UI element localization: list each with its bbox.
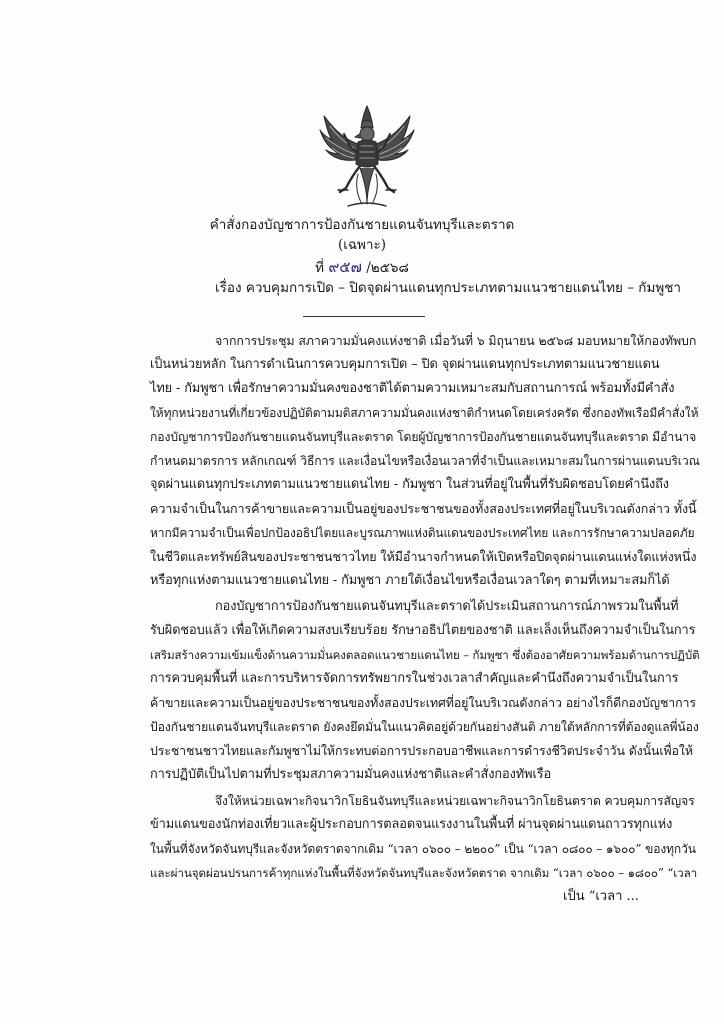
body-line: หากมีความจำเป็นเพื่อปกป้องอธิปไตยและบูรณภาพแห่งดินแดนของประเทศไทย และการรักษาความปลอดภัย [150, 526, 695, 540]
document-title: คำสั่งกองบัญชาการป้องกันชายแดนจันทบุรีและตราด [209, 217, 515, 233]
body-line: การควบคุมพื้นที่ และการบริหารจัดการทรัพยากรในช่วงเวลาสำคัญและคำนึงถึงความจำเป็นในการ [150, 671, 679, 686]
order-number-suffix: /๒๕๖๘ [366, 260, 409, 276]
body-line: ประชาชนชาวไทยและกัมพูชาไม่ให้กระทบต่อการประกอบอาชีพและการดำรงชีวิตประจำวัน ดังนั้นเพื่อให้ [150, 743, 693, 758]
body-line: กองบัญชาการป้องกันชายแดนจันทบุรีและตราดได้ประเมินสถานการณ์ภาพรวมในพื้นที่ [215, 599, 679, 614]
header-divider [303, 316, 425, 317]
order-number-handwritten: ๙๕๗ [328, 258, 362, 276]
body-line: เสริมสร้างความเข้มแข็งด้านความมั่นคงตลอดแนวชายแดนไทย – กัมพูชา ซึ่งต้องอาศัยความพร้อมด้านการปฏิบัติ [150, 648, 700, 662]
classification-label: (เฉพาะ) [337, 237, 387, 253]
body-line: ไทย - กัมพูชา เพื่อรักษาความมั่นคงของชาติได้ตามความเหมาะสมกับสถานการณ์ พร้อมทั้งมีคำสั่ง [150, 381, 675, 396]
body-line: ความจำเป็นในการค้าขายและความเป็นอยู่ของประชาชนของทั้งสองประเทศที่อยู่ในบริเวณดังกล่าว ทั้งนี้ [150, 501, 697, 516]
body-line: รับผิดชอบแล้ว เพื่อให้เกิดความสงบเรียบร้อย รักษาอธิปไตยของชาติ และเล็งเห็นถึงความจำเป็นในการ [150, 623, 696, 638]
body-line: กำหนดมาตรการ หลักเกณฑ์ วิธีการ และเงื่อนไขหรือเงื่อนเวลาที่จำเป็นและเหมาะสมในการผ่านแดนบริเวณ [150, 454, 700, 468]
body-line: และผ่านจุดผ่อนปรนการค้าทุกแห่งในพื้นที่จังหวัดจันทบุรีและจังหวัดตราด จากเดิม “เวลา ๐๖๐๐ – ๑๘๐๐” “เวลา [150, 866, 698, 880]
body-line: กองบัญชาการป้องกันชายแดนจันทบุรีและตราด โดยผู้บัญชาการป้องกันชายแดนจันทบุรีและตราด มีอำนาจ [150, 430, 697, 444]
body-line: ในชีวิตและทรัพย์สินของประชาชนชาวไทย ให้มีอำนาจกำหนดให้เปิดหรือปิดจุดผ่านแดนแห่งใดแห่งหนึ่ง [150, 549, 697, 564]
body-line: ในพื้นที่จังหวัดจันทบุรีและจังหวัดตราดจากเดิม “เวลา ๐๖๐๐ – ๒๒๐๐” เป็น “เวลา ๐๘๐๐ – ๑๖๐๐” ของทุกวัน [150, 842, 696, 856]
body-line: จากการประชุม สภาความมั่นคงแห่งชาติ เมื่อวันที่ ๖ มิถุนายน ๒๕๖๘ มอบหมายให้กองทัพบก [215, 333, 697, 348]
garuda-emblem-icon [318, 104, 416, 210]
body-line: ป้องกันชายแดนจันทบุรีและตราด ยังคงยึดมั่นในแนวคิดอยู่ด้วยกันอย่างสันติ ภายใต้หลักการที่ต้องดูแลพี่น้อง [150, 720, 699, 734]
body-line: ข้ามแดนของนักท่องเที่ยวและผู้ประกอบการตลอดจนแรงงานในพื้นที่ ผ่านจุดผ่านแดนถาวรทุกแห่ง [150, 817, 673, 832]
body-line: ให้ทุกหน่วยงานที่เกี่ยวข้องปฏิบัติตามมติสภาความมั่นคงแห่งชาติกำหนดโดยเคร่งครัด ซึ่งกองทัพเรือมีคำสั่งให้ [150, 406, 699, 420]
body-line: ค้าขายและความเป็นอยู่ของประชาชนของทั้งสองประเทศที่อยู่ในบริเวณดังกล่าว อย่างไรก็ดีกองบัญชาการ [150, 695, 696, 710]
body-line: หรือทุกแห่งตามแนวชายแดนไทย - กัมพูชา ภายใต้เงื่อนไขหรือเงื่อนเวลาใดๆ ตามที่เหมาะสมก็ได้ [150, 573, 670, 588]
body-line: จึงให้หน่วยเฉพาะกิจนาวิกโยธินจันทบุรีและหน่วยเฉพาะกิจนาวิกโยธินตราด ควบคุมการสัญจร [215, 794, 695, 808]
body-line: เป็นหน่วยหลัก ในการดำเนินการควบคุมการเปิด – ปิด จุดผ่านแดนทุกประเภทตามแนวชายแดน [150, 357, 660, 372]
document-subject: เรื่อง ควบคุมการเปิด – ปิดจุดผ่านแดนทุกประเภทตามแนวชายแดนไทย – กัมพูชา [215, 280, 681, 296]
continuation-marker: เป็น “เวลา ... [563, 889, 639, 904]
body-line: การปฏิบัติเป็นไปตามที่ประชุมสภาความมั่นคงแห่งชาติและคำสั่งกองทัพเรือ [150, 767, 552, 782]
order-number [0, 258, 724, 277]
body-line: จุดผ่านแดนทุกประเภทตามแนวชายแดนไทย - กัมพูชา ในส่วนที่อยู่ในพื้นที่รับผิดชอบโดยคำนึงถึง [150, 477, 669, 492]
order-number-prefix: ที่ [315, 260, 325, 276]
